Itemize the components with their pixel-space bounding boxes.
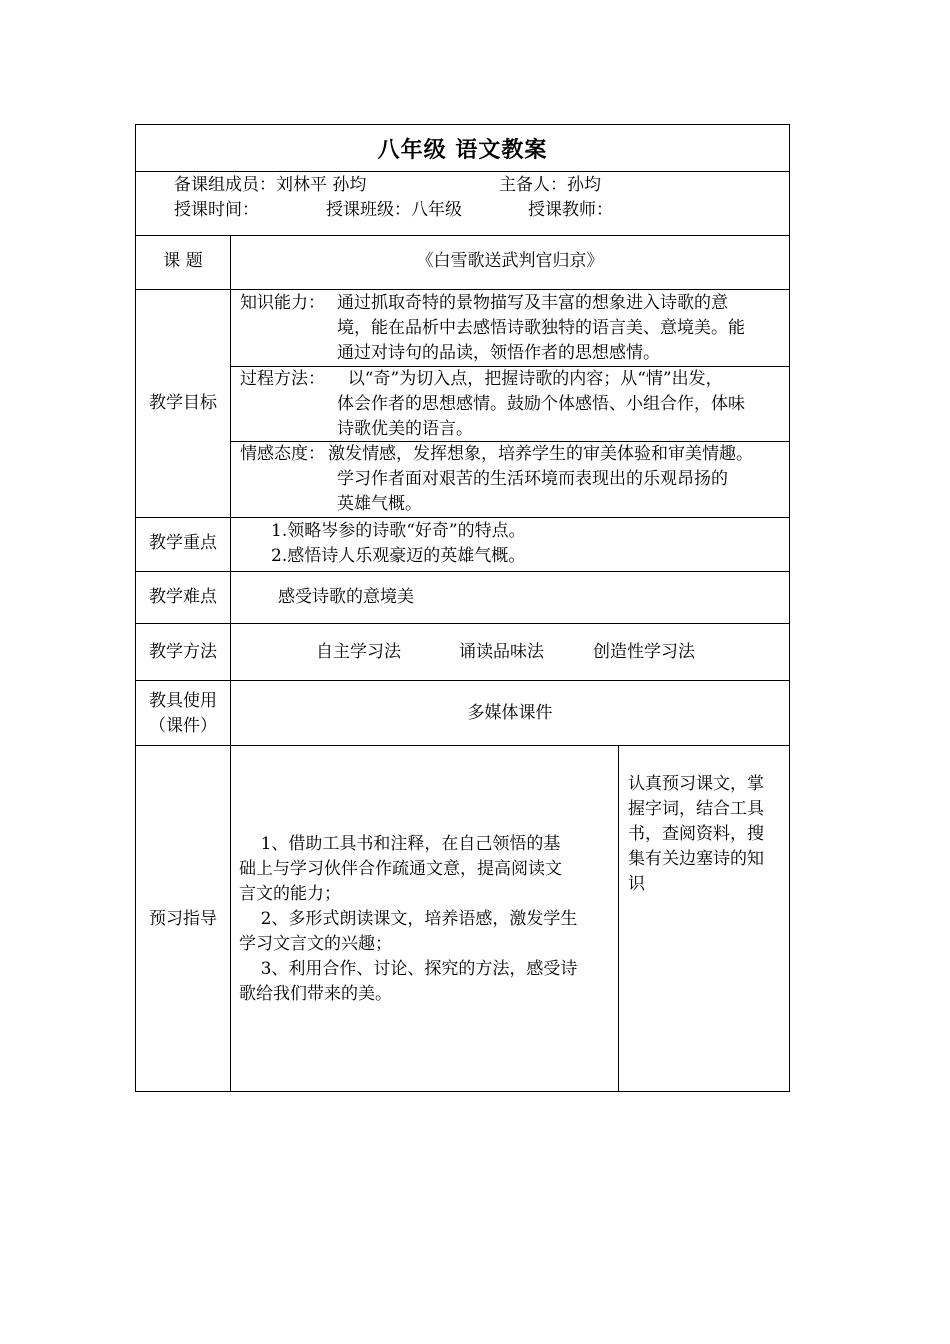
class-label: 授课班级：八年级: [326, 200, 462, 220]
process-line: 体会作者的思想感情。鼓励个体感悟、小组合作，体味: [337, 394, 745, 414]
method-item: 自主学习法: [316, 642, 401, 662]
preview-paragraph: 2、多形式朗读课文，培养语感，激发学生: [239, 909, 578, 929]
members-label: 备课组成员：刘林平 孙均: [174, 175, 367, 195]
topic-value: 《白雪歌送武判官归京》: [416, 251, 604, 271]
emotion-line: 英雄气概。: [337, 494, 422, 514]
row-divider: [136, 745, 789, 746]
knowledge-prefix: 知识能力：: [240, 293, 325, 313]
tools-value: 多媒体课件: [467, 703, 553, 723]
row-divider: [136, 680, 789, 681]
preview-paragraph: 础上与学习伙伴合作疏通文意，提高阅读文: [239, 859, 562, 879]
column-divider: [230, 235, 231, 1092]
page-title: 八年级 语文教案: [377, 137, 548, 163]
time-label: 授课时间：: [174, 200, 259, 220]
row-divider: [136, 623, 789, 624]
row-divider: [136, 289, 789, 290]
goals-label: 教学目标: [149, 393, 217, 413]
preview-side-note: 集有关边塞诗的知: [628, 849, 764, 869]
emotion-line: 激发情感，发挥想象，培养学生的审美体验和审美情趣。: [328, 444, 753, 464]
topic-label: 课 题: [163, 251, 203, 271]
process-line: 以“奇”为切入点，把握诗歌的内容；从“情”出发，: [337, 369, 723, 389]
method-item: 创造性学习法: [593, 642, 695, 662]
focus-item: 2.感悟诗人乐观豪迈的英雄气概。: [271, 546, 526, 566]
tools-label: 教具使用: [149, 691, 217, 711]
difficulty-label: 教学难点: [149, 587, 217, 607]
preview-side-note: 认真预习课文，掌: [628, 774, 764, 794]
tools-sublabel: （课件）: [149, 716, 217, 736]
row-divider: [136, 571, 789, 572]
preview-paragraph: 1、借助工具书和注释，在自己领悟的基: [239, 834, 561, 854]
process-line: 诗歌优美的语言。: [337, 419, 473, 439]
preview-paragraph: 言文的能力；: [239, 884, 341, 904]
row-divider: [136, 517, 789, 518]
preview-paragraph: 学习文言文的兴趣；: [239, 934, 392, 954]
preview-side-note: 识: [628, 874, 645, 894]
preview-label: 预习指导: [149, 909, 217, 929]
row-divider: [136, 235, 789, 236]
teacher-label: 授课教师：: [528, 200, 613, 220]
lead-preparer-label: 主备人：孙均: [499, 175, 601, 195]
knowledge-line: 境，能在品析中去感悟诗歌独特的语言美、意境美。能: [337, 318, 745, 338]
emotion-prefix: 情感态度：: [240, 444, 325, 464]
process-prefix: 过程方法：: [240, 369, 325, 389]
method-item: 诵读品味法: [459, 642, 544, 662]
preview-paragraph: 歌给我们带来的美。: [239, 984, 392, 1004]
preview-side-note: 书，查阅资料，搜: [628, 824, 764, 844]
preview-paragraph: 3、利用合作、讨论、探究的方法，感受诗: [239, 959, 578, 979]
column-divider: [618, 745, 619, 1092]
preview-side-note: 握字词，结合工具: [628, 799, 764, 819]
knowledge-line: 通过抓取奇特的景物描写及丰富的想象进入诗歌的意: [337, 293, 728, 313]
knowledge-line: 通过对诗句的品读，领悟作者的思想感情。: [337, 343, 660, 363]
lesson-plan-table: [135, 124, 790, 1092]
focus-item: 1.领略岑参的诗歌“好奇”的特点。: [271, 521, 526, 541]
focus-label: 教学重点: [149, 533, 217, 553]
methods-label: 教学方法: [149, 642, 217, 662]
row-divider: [136, 171, 789, 172]
difficulty-value: 感受诗歌的意境美: [278, 587, 414, 607]
emotion-line: 学习作者面对艰苦的生活环境而表现出的乐观昂扬的: [337, 469, 728, 489]
